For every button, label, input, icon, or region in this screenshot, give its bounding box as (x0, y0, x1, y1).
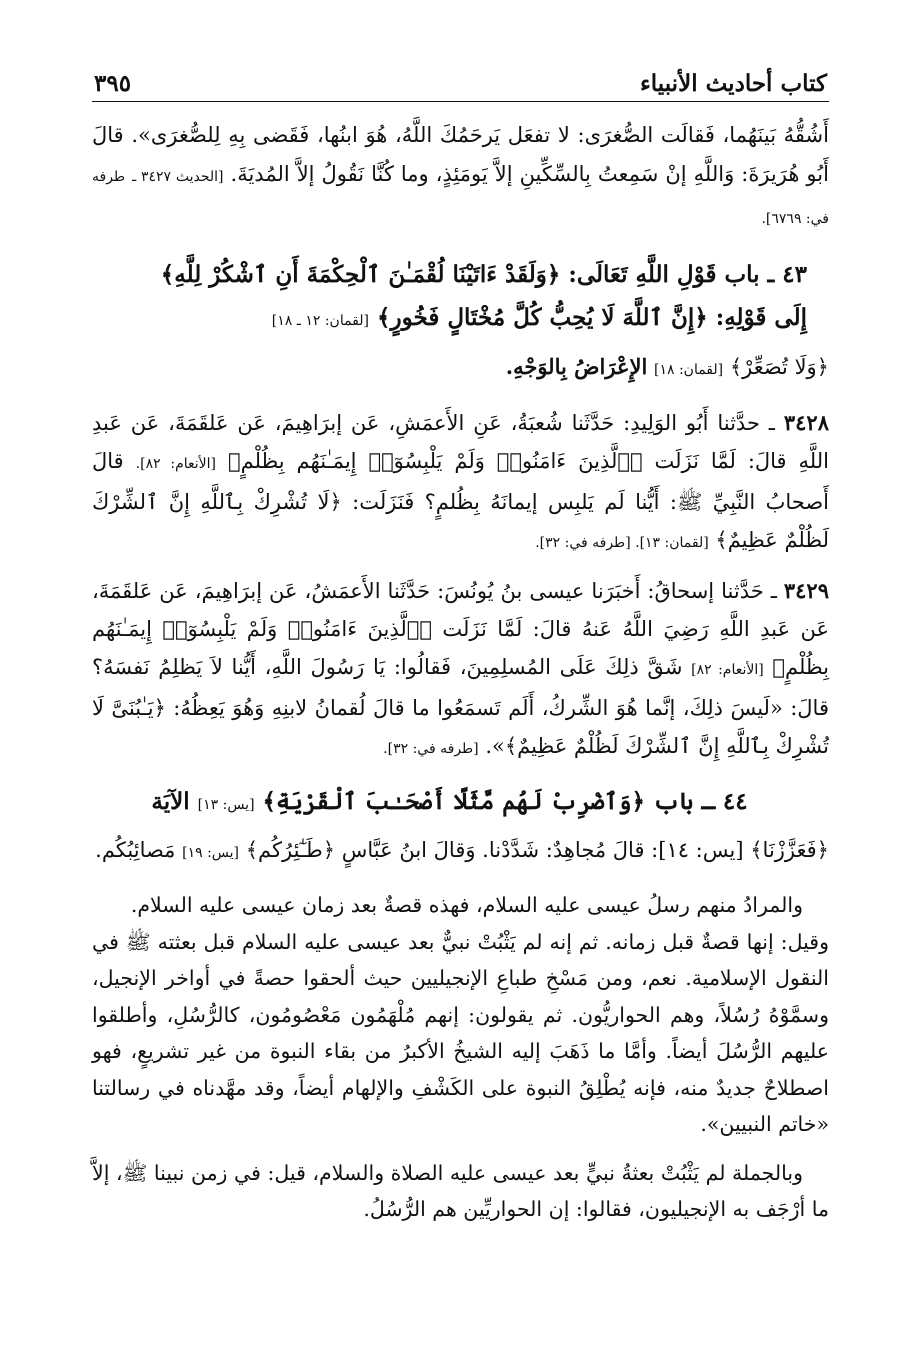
hadith-3429-text-a: ـ حَدَّثنا إسحاقُ: أَخبَرَنا عيسى بنُ يُونُسَ: حَدَّثَنا الأَعمَشُ، عَن إبرَاهِيمَ، عَن عَلقَمَةَ، عَن عَبدِ اللَّهِ رَضِيَ اللَّهُ عَنهُ قالَ: لَمَّا نَزَلَت ﴿ٱلَّذِينَ ءَامَنُوا۟ وَلَمْ يَلْبِسُوٓا۟ إِيمَـٰنَهُم بِظُلْمٍ﴾ (92, 579, 829, 679)
hadith-3429-text-b: شَقَّ ذلِكَ عَلَى المُسلِمِينَ، فَقالُوا: يَا رَسُولَ اللَّهِ، أَيُّنا لاَ يَظلِمُ نَفسَهُ؟ قالَ: «لَيسَ ذلِكَ، إنَّما هُوَ الشِّركُ، أَلَم تَسمَعُوا ما قالَ لُقمانُ لابنِهِ وَهُوَ يَعِظُهُ: ﴿يَـٰبُنَىَّ لَا تُشْرِكْ بِٱللَّهِ إِنَّ ٱلشِّرْكَ لَظُلْمٌ عَظِيمٌ﴾». (92, 655, 829, 758)
hadith-3429-ref-a: [الأنعام: ٨٢] (691, 662, 764, 678)
chapter-44-title: ٤٤ ـ باب ﴿وَٱضْرِبْ لَهُم مَّثَلًا أَصْحَـٰبَ ٱلْقَرْيَةِ﴾ (262, 788, 748, 815)
chapter-44-gloss (92, 831, 829, 873)
chapter-44-heading (92, 780, 807, 827)
hadith-3427-ending (92, 116, 829, 239)
hadith-3428-text-b: قالَ أَصحابُ النَّبِيِّ ﷺ: أَيُّنا لَم يَلبِس إيمانَهُ بِظُلمٍ؟ فَنَزَلَت: ﴿لَا تُشْرِكْ بِٱللَّهِ إِنَّ ٱلشِّرْكَ لَظُلْمٌ عَظِيمٌ﴾ (92, 449, 829, 552)
hadith-3429-ref-b: [طرفه في: ٣٢]. (383, 741, 479, 757)
hadith-3428 (92, 404, 829, 562)
hadith-3427-ref-b: طرفه في: ٦٧٦٩]. (92, 169, 829, 227)
chapter-43-line-2-text: إِلَى قَوْلِهِ: ﴿إِنَّ ٱللَّهَ لَا يُحِبُّ كُلَّ مُخْتَالٍ فَخُورٍ﴾ (377, 304, 807, 331)
chapter-44-gloss-end: مَصائِبُكُم. (95, 838, 176, 862)
hadith-3429 (92, 572, 829, 768)
commentary-paragraph-3: وبالجملة لم يَثْبُتْ بعثةُ نبيٍّ بعد عيسى عليه الصلاة والسلام، قيل: في زمن نبينا ﷺ، إلاَّ ما أرْجَف به الإنجيليون، فقالوا: إن الحواريِّين هم الرُّسُلُ. (92, 1160, 829, 1221)
chapter-44-gloss-text: ﴿فَعَزَّزْنَا﴾ [يس: ١٤]: قالَ مُجاهِدٌ: شَدَّدْنا. وَقالَ ابنُ عَبَّاسٍ ﴿طَـٰٓئِرُكُم﴾ (245, 838, 829, 862)
chapter-43-gloss-verse: ﴿وَلَا تُصَعِّرْ﴾ (729, 355, 829, 379)
chapter-43-line-1: ٤٣ ـ باب قَوْلِ اللَّهِ تَعَالَى: ﴿وَلَقَدْ ءَاتَيْنَا لُقْمَـٰنَ ٱلْحِكْمَةَ أَنِ ٱشْكُرْ لِلَّهِ﴾ (160, 261, 807, 288)
book-title: كتاب أحاديث الأنبياء (639, 70, 827, 97)
hadith-3428-text-a: ـ حدَّثنا أَبُو الوَلِيدِ: حَدَّثَنا شُعبَةُ، عَنِ الأَعمَشِ، عَن إبرَاهِيمَ، عَن عَلقَمَةَ، عَن عَبدِ اللَّهِ قالَ: لَمَّا نَزَلَت ﴿ٱلَّذِينَ ءَامَنُوا۟ وَلَمْ يَلْبِسُوٓا۟ إِيمَـٰنَهُم بِظُلْمٍ﴾ (92, 411, 829, 473)
hadith-3427-ref-a: [الحديث ٣٤٢٧ ـ (132, 169, 224, 185)
commentary-paragraph-1: والمرادُ منهم رسلُ عيسى عليه السلام، فهذه قصةٌ بعد زمان عيسى عليه السلام. (130, 893, 803, 917)
chapter-43-gloss-ref: [لقمان: ١٨] (653, 362, 724, 378)
chapter-44-gloss-ref: [يس: ١٩] (182, 845, 240, 861)
chapter-43-gloss (92, 347, 829, 390)
hadith-3428-number: ٣٤٢٨ (783, 410, 829, 435)
hadith-3428-ref-b: [لقمان: ١٣]. [طرفه في: ٣٢]. (535, 535, 709, 551)
chapter-44-title-aya: الآيَة (151, 788, 190, 815)
chapter-43-line-2-ref: [لقمان: ١٢ ـ ١٨] (271, 313, 369, 329)
hadith-3428-ref-a: [الأنعام: ٨٢]. (135, 456, 217, 472)
chapter-43-gloss-text: الإِعْرَاضُ بِالوَجْهِ. (505, 354, 648, 379)
hadith-3427-text: أَشُقُّهُ بَينَهُما، فَقالَت الصُّغرَى: لا تفعَل يَرحَمُكَ اللَّهُ، هُوَ ابنُها، فَقَضى بِهِ لِلصُّغرَى». قالَ أَبُو هُرَيرَةَ: وَاللَّهِ إنْ سَمِعتُ بِالسِّكِّينِ إلاَّ يَومَئِذٍ، وما كُنَّا نَقُولُ إلاَّ المُديَةَ. (92, 123, 829, 186)
chapter-43-heading (92, 253, 807, 343)
page-header (92, 58, 829, 102)
page-number: ٣٩٥ (94, 70, 132, 97)
chapter-44-title-ref: [يس: ١٣] (197, 797, 255, 813)
hadith-3429-number: ٣٤٢٩ (783, 578, 829, 603)
commentary-paragraph-2: وقيل: إنها قصةٌ قبل زمانه. ثم إنه لم يَثْبُتْ نبيٌّ بعد عيسى عليه السلام قبل بعثته ﷺ في النقول الإسلامية. نعم، ومن مَسْخِ طباعِ الإنجيليين حيث ألحقوا حصةً في أواخر الإنجيل، وسمَّوْهُ رُسُلاً، وهم الحواريُّون. ثم يقولون: إنهم مُلْهَمُون مَعْصُومُون، كالرُّسُلِ، وأطلقوا عليهم الرُّسُلَ أيضاً. وأمَّا ما ذَهَبَ إليه الشيخُ الأكبرُ من بقاء النبوة من غير تشريعٍ، فهو اصطلاحٌ جديدٌ منه، فإنه يُطْلِقُ النبوة على الكَشْفِ والإلهام أيضاً، وقد مهَّدناه في رسالتنا «خاتم النبيين». (92, 929, 829, 1136)
chapter-43-line-2 (92, 296, 807, 343)
